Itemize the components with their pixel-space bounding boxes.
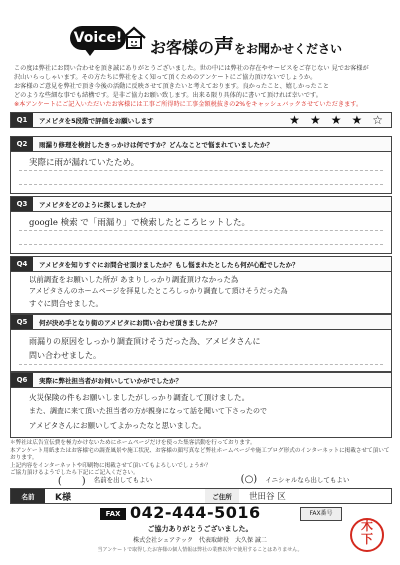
name-field[interactable]: K様 [55,492,71,503]
voice-badge: Voice! [70,26,126,50]
note-line: ご協力頂けるようでしたら下記にご記入ください。 [10,470,139,477]
answer-text: google 検索 で「雨漏り」で検索したところヒットした。 [29,218,251,228]
answer-area [11,272,391,313]
name-label: 名前 [11,489,45,503]
question-text: 実際に弊社担当者がお伺いしていかがでしたか？ [39,376,182,385]
question-header [11,315,391,330]
title-suffix: をお聞かせください [234,42,343,56]
question-number: Q4 [11,257,33,271]
answer-text: 以前調査をお願いした所が あまりしっかり調査頂けなかった為 [29,275,239,284]
note-line: 上記内容をインターネットや印刷物に掲載させて頂いてもよろしいでしょうか？ [10,462,211,469]
permission-name [10,472,200,487]
stamp-char: 下 [360,532,373,546]
answer-text: すぐに問合せました。 [29,299,103,308]
answer-text: 火災保険の件もお願いしましたがしっかり調査して頂けました。 [29,393,250,402]
answer-text: また、調査に来て頂いた担当者の方が親身になって話を聞いて下さったので [29,407,267,415]
intro-line: お客様のご意見を弊社で頂き今後の活動に反映させて頂きたいと考えております。良かったこと、嬉しかったこと [14,83,330,90]
star-filled-icon: ★ [289,113,300,127]
question-text: 何が決め手となり街のアメピタにお問い合わせ頂きましたか？ [39,318,221,327]
fax-badge: FAX [100,508,126,520]
answer-area [11,388,391,437]
title-voice: 声 [214,34,235,58]
permission-name-label: 名前を出してもよい [93,475,153,484]
answer-text: 実際に雨が漏れていたため。 [29,158,140,168]
title-prefix: お客様の [150,38,215,57]
question-number: Q1 [11,113,33,127]
intro-line: 沢山いらっしゃいます。その方たちに弊社をよく知って頂くためのアンケートにご協力頂けないでしょうか。 [14,74,317,81]
question-text: 雨漏り修理を検討したきっかけは何ですか？どんなことで悩まれていましたか？ [39,140,273,149]
company-name: 株式会社シェアテック 代表取締役 大久保 誠二 [133,537,267,544]
question-5 [10,314,392,372]
hanko-stamp [350,518,384,552]
fax-field-label: FAX番号 [300,507,342,521]
question-header [11,197,391,212]
privacy-note: 当アンケートで取得したお客様の個人情報は弊社の業務以外で使用することはありません。 [97,547,303,553]
question-4 [10,256,392,314]
question-number: Q2 [11,137,33,151]
intro-line: この度は弊社にお問い合わせを頂き誠にありがとうございました。世の中には弊社の存在やサービスをご存じない 見でお客様が [14,65,369,72]
answer-line [19,170,383,171]
address-label: ご住所 [205,489,239,503]
star-filled-icon: ★ [351,113,363,127]
question-text: アメピタを知りすぐにお問合せ頂けましたか？もし悩まれたとしたら何が心配でしたか？ [39,260,299,269]
answer-area [11,152,391,193]
answer-line [19,184,383,185]
stamp-char: 木 [360,519,373,533]
answer-area [11,330,391,371]
permission-initial-label: イニシャルなら出してもよい [265,475,350,484]
note-line: ＊弊社は広告宣伝費を極力かけないためにホームページだけを使った集客活動を行っております。 [10,440,256,446]
thanks-message: ご協力ありがとうございました。 [147,525,253,533]
header [0,0,400,68]
note-line: 本アンケート用紙またはお客様宅の調査風景や施工状況、お客様の顔写真など弊社ホームページや施工ブログ形式のインターネットに掲載させて頂いております。 [10,447,390,462]
answer-text: 雨漏りの原因をしっかり調査頂けそうだった為、アメピタさんに [29,337,261,346]
question-1 [10,112,392,128]
permission-initial-mark[interactable]: (○) [240,473,258,485]
question-header [11,137,391,152]
answer-line [19,230,383,231]
answer-text: 問い合わせました。 [29,351,101,360]
rating-stars [289,113,383,127]
address-field[interactable]: 世田谷 区 [249,492,286,502]
question-3 [10,196,392,254]
cashback-note: ※本アンケートにご記入いただいたお客様には工事ご所得時に工事金額税抜きの2%をキャッシュバックさせていただきます。 [14,101,363,108]
question-6 [10,372,392,438]
star-filled-icon: ★ [330,113,342,127]
permission-name-mark[interactable]: ( ) [57,475,86,487]
answer-area [11,212,391,253]
question-header [11,257,391,272]
fax-number: 042-444-5016 [130,503,261,522]
question-text: アメピタをどのように探しましたか？ [39,200,150,209]
question-number: Q6 [11,373,33,387]
intro-line: どのような些細な事でも結構です。是非ご協力お願い致します。出来る限り具体的に書いて頂ければ幸いです。 [14,92,322,99]
intro-text [14,64,386,109]
question-header [11,373,391,388]
answer-line [19,364,383,365]
permission-row [10,472,390,486]
name-address-row [10,488,392,504]
house-icon [120,24,148,52]
permission-initial [200,474,390,485]
question-2 [10,136,392,194]
page-title [150,30,390,59]
answer-text: アメピタさんのホームページを拝見したところしっかり調査して頂けそうだった為 [29,287,288,295]
answer-text: アメピタさんにお願いしてよかったなと思いました。 [29,421,206,430]
star-empty-icon: ☆ [372,113,383,127]
question-number: Q3 [11,197,33,211]
question-text: アメピタを5段階で評価をお願いします [39,116,154,125]
star-filled-icon: ★ [309,113,321,127]
answer-line [19,244,383,245]
speech-tail-icon [84,48,96,56]
question-number: Q5 [11,315,33,329]
